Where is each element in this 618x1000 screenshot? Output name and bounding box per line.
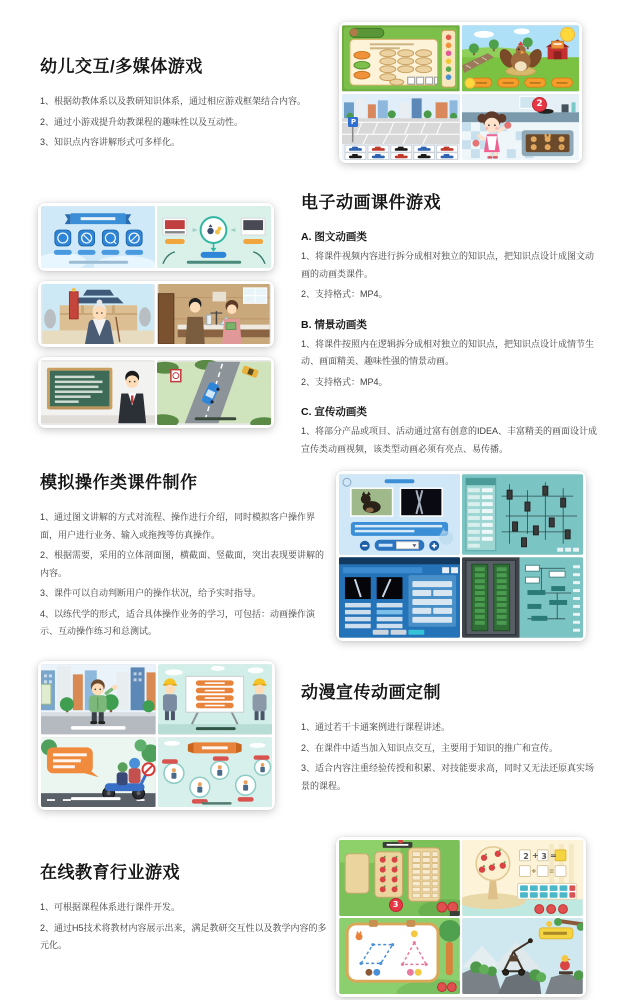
hint-button <box>437 902 447 912</box>
online-education-screenshot-grid <box>336 837 586 997</box>
number-pad <box>518 883 577 899</box>
list-item: 1、可根据课程体系进行课件开发。 <box>40 902 181 912</box>
workers-whiteboard-illustration <box>158 664 273 735</box>
small-bird-icon <box>546 921 552 927</box>
list-item: 1、通过图文讲解的方式对流程、操作进行介绍，同时模拟客户操作界面，用户进行业务、输入或拖拽等仿真操作。 <box>40 512 316 540</box>
prohibition-icon <box>143 763 155 775</box>
tracing-board <box>347 920 438 981</box>
dog-photo <box>351 488 393 516</box>
grid-panel <box>408 848 440 901</box>
thumb-math-game <box>342 25 460 92</box>
answer-ovals <box>354 51 370 78</box>
refresh-button <box>448 902 458 912</box>
section-kids-games <box>40 52 326 155</box>
label-column <box>573 565 580 631</box>
statue-icon <box>44 309 56 328</box>
xray-image <box>400 488 442 516</box>
page-title-kids-games: 幼儿交互/多媒体游戏 <box>40 57 203 76</box>
infographic-mint-illustration <box>157 206 271 268</box>
kids-games-screenshot-grid <box>339 22 582 163</box>
thumb-workers-whiteboard <box>158 664 273 735</box>
cta-pill <box>201 252 227 258</box>
monkey-icon <box>350 28 358 36</box>
red-banner <box>69 288 78 319</box>
button-panel <box>408 575 456 627</box>
subtitle-bar <box>71 797 121 800</box>
page-title-online-education: 在线教育行业游戏 <box>40 863 180 882</box>
animation-screenshots-row1 <box>38 203 274 271</box>
cat-watermark-icon <box>439 531 453 545</box>
hint-button <box>547 905 556 914</box>
chick-icon <box>464 78 474 88</box>
sun-icon <box>560 27 574 41</box>
list-item: 3、适合内容注重经验传授和积累、对技能要求高，同时又无法还原真实场景的课程。 <box>301 763 595 791</box>
cookie-game-illustration <box>462 94 580 161</box>
money-circle-icon <box>201 217 227 243</box>
list-item: 1、将课件视频内容进行拆分成相对独立的知识点，把知识点设计成图文动画的动画类课件。 <box>301 251 595 279</box>
xray-form-illustration <box>339 557 460 638</box>
equals-sign: = <box>550 851 557 860</box>
list-item: 2、根据需要，采用的立体剖面图，横截面、竖截面，突出表现要讲解的内容。 <box>40 550 325 578</box>
thumb-shape-tracing <box>339 918 460 994</box>
thumb-farm-game <box>462 25 580 92</box>
reset-button <box>391 630 407 635</box>
equation-operand: 2 <box>523 851 529 861</box>
circuit-diagram-illustration <box>462 474 583 555</box>
chalkboard <box>47 368 112 410</box>
equation-row2 <box>520 866 566 877</box>
subtitle-bar <box>71 726 126 729</box>
ribbon-banner <box>187 742 241 753</box>
teacher-chalkboard-illustration <box>41 360 155 425</box>
thumb-ancient-sage <box>41 284 155 344</box>
thumb-safety-training <box>158 737 273 808</box>
plus-sign: + <box>532 851 539 860</box>
refresh-button <box>559 905 568 914</box>
cancel-button <box>373 630 389 635</box>
animation-screenshots-row2 <box>38 281 274 347</box>
door <box>158 294 173 344</box>
cookie-tray <box>521 130 573 156</box>
infographic-blue-illustration <box>41 206 155 268</box>
ancient-sage-illustration <box>41 284 155 344</box>
refresh-button <box>447 983 456 992</box>
wood-panel <box>345 854 369 893</box>
section-simulation-courseware <box>40 468 332 644</box>
hint-button <box>438 983 447 992</box>
list-item: 1、通过若干卡通案例进行课程讲述。 <box>301 722 451 732</box>
parking-sign: P <box>348 117 358 127</box>
thumb-berry-counting <box>339 840 460 916</box>
thumb-lab-experiment <box>157 284 271 344</box>
thumb-scooter-safety <box>41 737 156 808</box>
page-title-animation-courseware: 电子动画课件游戏 <box>301 193 441 212</box>
thumb-circuit-diagram <box>462 474 583 555</box>
count-badge: 3 <box>389 898 403 912</box>
scooter-safety-illustration <box>41 737 156 808</box>
fox-icon <box>356 933 363 940</box>
thumb-vet-simulation <box>339 474 460 555</box>
list-item: 1、将部分产品或项目、活动通过富有创意的IDEA、丰富精美的画面设计成宣传类动画视频，该类型动画必须有亮点、易传播。 <box>301 426 598 454</box>
page-title-promo-animation: 动漫宣传动画定制 <box>301 683 441 702</box>
count-badge: 2 <box>532 97 547 112</box>
thumb-xray-form <box>339 557 460 638</box>
list-item: 2、支持格式：MP4。 <box>301 289 388 300</box>
list-item: 2、通过小游戏提升幼教课程的趣味性以及互动性。 <box>40 116 244 127</box>
green-sign <box>41 684 51 704</box>
animation-screenshots-row3 <box>38 357 274 428</box>
list-item: 3、知识点内容讲解形式可多样化。 <box>40 137 181 148</box>
page-title-simulation-courseware: 模拟操作类课件制作 <box>40 473 198 492</box>
list-item: 1、根据幼教体系以及教研知识体系，通过相应游戏框架结合内容。 <box>40 96 307 106</box>
thumb-equipment-panel <box>462 557 583 638</box>
subsection-label-a: A. 图文动画类 <box>301 231 367 243</box>
section-online-education <box>40 858 332 958</box>
lab-experiment-illustration <box>157 284 271 344</box>
tree-trunk <box>446 942 453 976</box>
thumb-teacher-chalkboard <box>41 360 155 425</box>
component-list-panel <box>466 478 496 550</box>
subsection-label-c: C. 宣传动画类 <box>301 406 367 419</box>
list-item: 3、课件可以自动判断用户的操作状况，给予实时指导。 <box>40 588 262 599</box>
safety-training-illustration <box>158 737 273 808</box>
speech-bubble <box>539 928 573 939</box>
promo-animation-screenshot-grid <box>38 661 275 810</box>
speech-bubble <box>47 747 99 777</box>
subsection-label-b: B. 情景动画类 <box>301 318 367 331</box>
berry-panel <box>375 852 403 897</box>
section-promo-animation <box>301 678 600 798</box>
road-sign-icon <box>171 370 181 382</box>
chick-icon <box>411 930 418 937</box>
thumb-parking-game <box>342 94 460 161</box>
road-safety-illustration <box>157 360 271 425</box>
equation-operand: 3 <box>541 851 547 861</box>
right-step <box>241 218 265 244</box>
thumb-street-man <box>41 664 156 735</box>
thumb-catapult-game <box>462 918 583 994</box>
thumb-math-tree <box>462 840 583 916</box>
list-item: 4、以练代学的形式，适合具体操作业务的学习，可包括：动画操作演示、互动操作练习和总测试。 <box>40 608 316 637</box>
farm-game-illustration <box>462 25 580 92</box>
thumb-road-safety <box>157 360 271 425</box>
parking-game-illustration <box>342 94 460 161</box>
thumb-infographic-blue <box>41 206 155 268</box>
math-game-illustration <box>342 25 460 92</box>
back-button <box>535 905 544 914</box>
description-box <box>351 522 448 536</box>
submit-button <box>408 630 424 635</box>
left-step <box>163 218 187 244</box>
section-animation-courseware <box>301 188 600 461</box>
street-man-illustration <box>41 664 156 735</box>
equipment-panel-illustration <box>462 557 583 638</box>
simulation-screenshot-grid <box>336 471 586 641</box>
thumb-cookie-game <box>462 94 580 161</box>
shape-tracing-illustration <box>339 918 460 994</box>
red-tie <box>131 395 133 403</box>
list-item: 2、支持格式：MP4。 <box>301 376 388 387</box>
vet-simulation-illustration <box>339 474 460 555</box>
oven-mitt-icon <box>504 121 511 128</box>
ribbon-banner <box>65 213 131 224</box>
list-item: 2、在课件中适当加入知识点交互，主要用于知识的推广和宣传。 <box>301 742 559 753</box>
statue-icon <box>139 307 151 326</box>
list-item: 1、将课件按照内在逻辑拆分成相对独立的知识点，把知识点设计成情节生动、画面精美、趣味性强的情景动画。 <box>301 338 595 367</box>
list-item: 2、通过H5技术将教材内容展示出来，满足教研交互性以及教学内容的多元化。 <box>40 922 327 951</box>
thumb-infographic-mint <box>157 206 271 268</box>
catapult-game-illustration <box>462 918 583 994</box>
